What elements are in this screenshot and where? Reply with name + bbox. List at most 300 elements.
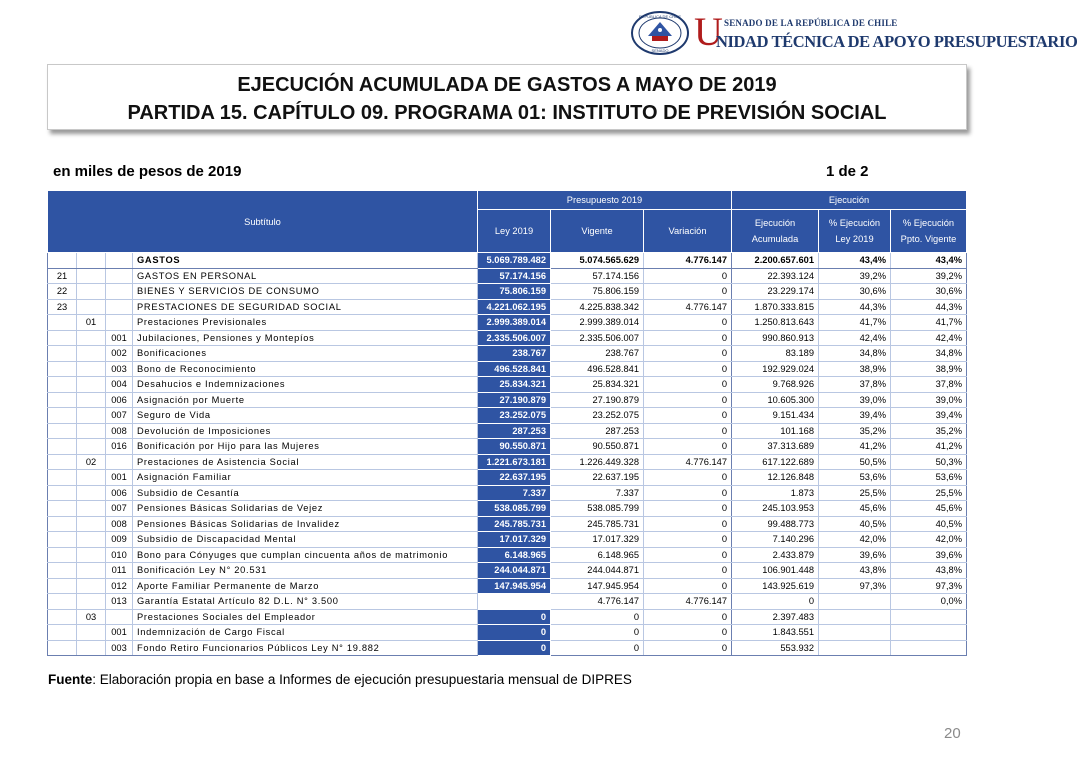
table-row <box>48 547 967 563</box>
asignacion-code: 010 <box>106 547 133 563</box>
item-code: 01 <box>77 315 106 331</box>
ejecucion-acumulada-cell: 23.229.174 <box>732 284 819 300</box>
ley-2019-cell: 538.085.799 <box>478 501 551 517</box>
pct-vigente-cell: 97,3% <box>891 578 967 594</box>
description-cell: Seguro de Vida <box>133 408 478 424</box>
table-row <box>48 578 967 594</box>
variacion-cell: 0 <box>644 501 732 517</box>
table-row <box>48 268 967 284</box>
vigente-cell: 6.148.965 <box>551 547 644 563</box>
table-row <box>48 594 967 610</box>
table-row <box>48 532 967 548</box>
ley-2019-cell: 7.337 <box>478 485 551 501</box>
pct-ley-cell: 39,0% <box>819 392 891 408</box>
asignacion-code <box>106 315 133 331</box>
pct-vigente-cell: 39,2% <box>891 268 967 284</box>
ejecucion-acumulada-cell: 143.925.619 <box>732 578 819 594</box>
item-code <box>77 377 106 393</box>
vigente-cell: 23.252.075 <box>551 408 644 424</box>
pct-vigente-cell: 34,8% <box>891 346 967 362</box>
source-note <box>48 672 632 687</box>
subtitulo-code <box>48 253 77 269</box>
table-row <box>48 408 967 424</box>
table-row <box>48 439 967 455</box>
ejecucion-acumulada-cell: 192.929.024 <box>732 361 819 377</box>
table-row <box>48 563 967 579</box>
description-cell: Pensiones Básicas Solidarias de Vejez <box>133 501 478 517</box>
ejecucion-acumulada-cell: 9.768.926 <box>732 377 819 393</box>
vigente-cell: 75.806.159 <box>551 284 644 300</box>
vigente-header: Vigente <box>551 210 644 253</box>
asignacion-code: 007 <box>106 408 133 424</box>
pct-ley-cell: 37,8% <box>819 377 891 393</box>
subtitulo-header: Subtítulo <box>48 191 478 253</box>
pct-vigente-cell: 35,2% <box>891 423 967 439</box>
pct-ley-cell: 30,6% <box>819 284 891 300</box>
asignacion-code: 013 <box>106 594 133 610</box>
item-code <box>77 547 106 563</box>
item-code <box>77 408 106 424</box>
senado-seal-logo <box>630 10 690 56</box>
description-cell: Bonificación Ley N° 20.531 <box>133 563 478 579</box>
ley-2019-cell: 6.148.965 <box>478 547 551 563</box>
asignacion-code: 007 <box>106 501 133 517</box>
item-code <box>77 640 106 656</box>
variacion-cell: 0 <box>644 547 732 563</box>
ley-2019-cell: 496.528.841 <box>478 361 551 377</box>
description-cell: Prestaciones de Asistencia Social <box>133 454 478 470</box>
ejecucion-acumulada-cell: 553.932 <box>732 640 819 656</box>
vigente-cell: 2.335.506.007 <box>551 330 644 346</box>
description-cell: Prestaciones Previsionales <box>133 315 478 331</box>
description-cell: Desahucios e Indemnizaciones <box>133 377 478 393</box>
variacion-cell: 0 <box>644 377 732 393</box>
svg-text:SENADO: SENADO <box>651 48 669 53</box>
ejecucion-acumulada-cell: 22.393.124 <box>732 268 819 284</box>
table-row <box>48 346 967 362</box>
description-cell: Bono de Reconocimiento <box>133 361 478 377</box>
subtitulo-code: 21 <box>48 268 77 284</box>
pct-vigente-cell: 39,6% <box>891 547 967 563</box>
vigente-cell: 22.637.195 <box>551 470 644 486</box>
pct-ley-cell: 40,5% <box>819 516 891 532</box>
description-cell: Jubilaciones, Pensiones y Montepíos <box>133 330 478 346</box>
table-row <box>48 392 967 408</box>
pct-vigente-cell: 39,0% <box>891 392 967 408</box>
table-row <box>48 253 967 269</box>
pct-ley-cell: 50,5% <box>819 454 891 470</box>
asignacion-code <box>106 253 133 269</box>
asignacion-code: 001 <box>106 330 133 346</box>
vigente-cell: 0 <box>551 625 644 641</box>
ley-2019-cell: 27.190.879 <box>478 392 551 408</box>
description-cell: Subsidio de Discapacidad Mental <box>133 532 478 548</box>
ley-2019-cell: 4.221.062.195 <box>478 299 551 315</box>
ejecucion-acumulada-cell: 106.901.448 <box>732 563 819 579</box>
ley-2019-cell: 5.069.789.482 <box>478 253 551 269</box>
pct-vigente-cell: 42,0% <box>891 532 967 548</box>
pct-ley-cell: 43,4% <box>819 253 891 269</box>
description-cell: Subsidio de Cesantía <box>133 485 478 501</box>
ley-2019-cell: 75.806.159 <box>478 284 551 300</box>
ley-2019-cell: 1.221.673.181 <box>478 454 551 470</box>
source-label: Fuente <box>48 672 93 687</box>
pct-vigente-cell: 25,5% <box>891 485 967 501</box>
ejecucion-acumulada-cell: 37.313.689 <box>732 439 819 455</box>
variacion-cell: 4.776.147 <box>644 594 732 610</box>
ejecucion-acumulada-cell: 1.843.551 <box>732 625 819 641</box>
item-code <box>77 284 106 300</box>
variacion-cell: 0 <box>644 361 732 377</box>
subtitulo-code <box>48 392 77 408</box>
pct-ley-cell: 42,0% <box>819 532 891 548</box>
variacion-cell: 0 <box>644 392 732 408</box>
title-box <box>47 64 967 130</box>
asignacion-code <box>106 299 133 315</box>
page-title: EJECUCIÓN ACUMULADA DE GASTOS A MAYO DE 2019 <box>237 74 777 96</box>
org-name-line1: SENADO DE LA REPÚBLICA DE CHILE <box>724 18 898 28</box>
subtitulo-code <box>48 423 77 439</box>
pct-vigente-cell: 43,8% <box>891 563 967 579</box>
ejecucion-acumulada-cell: 1.250.813.643 <box>732 315 819 331</box>
pct-vigente-cell: 44,3% <box>891 299 967 315</box>
pct-vigente-header-l1: % Ejecución <box>902 218 955 228</box>
item-code <box>77 361 106 377</box>
ejecucion-acumulada-cell: 101.168 <box>732 423 819 439</box>
table-row <box>48 454 967 470</box>
ley-2019-cell: 244.044.871 <box>478 563 551 579</box>
asignacion-code: 003 <box>106 361 133 377</box>
item-code <box>77 578 106 594</box>
vigente-cell: 4.776.147 <box>551 594 644 610</box>
ejecucion-acumulada-cell: 1.870.333.815 <box>732 299 819 315</box>
table-row <box>48 284 967 300</box>
asignacion-code: 016 <box>106 439 133 455</box>
ejecucion-acumulada-cell: 0 <box>732 594 819 610</box>
pct-ley-cell: 42,4% <box>819 330 891 346</box>
table-row <box>48 423 967 439</box>
ley-2019-cell: 17.017.329 <box>478 532 551 548</box>
pct-vigente-cell <box>891 609 967 625</box>
ley-2019-cell: 0 <box>478 609 551 625</box>
table-row <box>48 361 967 377</box>
table-row <box>48 470 967 486</box>
ejecucion-acumulada-cell: 990.860.913 <box>732 330 819 346</box>
pct-vigente-header-l2: Ppto. Vigente <box>900 234 957 244</box>
ley-header: Ley 2019 <box>478 210 551 253</box>
ejecucion-acumulada-header-l2: Acumulada <box>751 234 799 244</box>
vigente-cell: 287.253 <box>551 423 644 439</box>
pct-vigente-cell: 39,4% <box>891 408 967 424</box>
item-code <box>77 516 106 532</box>
item-code <box>77 253 106 269</box>
pct-ley-cell: 97,3% <box>819 578 891 594</box>
pct-ley-header-l1: % Ejecución <box>828 218 881 228</box>
vigente-cell: 496.528.841 <box>551 361 644 377</box>
description-cell: Bono para Cónyuges que cumplan cincuenta años de matrimonio <box>133 547 478 563</box>
ley-2019-cell <box>478 594 551 610</box>
asignacion-code: 012 <box>106 578 133 594</box>
table-row <box>48 609 967 625</box>
ejecucion-header: Ejecución <box>732 191 967 210</box>
pct-ley-cell: 35,2% <box>819 423 891 439</box>
subtitulo-code <box>48 501 77 517</box>
pct-ley-cell: 41,7% <box>819 315 891 331</box>
table-row <box>48 501 967 517</box>
vigente-cell: 7.337 <box>551 485 644 501</box>
item-code <box>77 299 106 315</box>
vigente-cell: 244.044.871 <box>551 563 644 579</box>
ley-2019-cell: 90.550.871 <box>478 439 551 455</box>
pct-ley-cell: 43,8% <box>819 563 891 579</box>
vigente-cell: 0 <box>551 640 644 656</box>
units-label: en miles de pesos de 2019 <box>53 163 242 180</box>
pct-ley-cell: 34,8% <box>819 346 891 362</box>
subtitulo-code <box>48 470 77 486</box>
ejecucion-acumulada-header-l1: Ejecución <box>754 218 796 228</box>
vigente-cell: 238.767 <box>551 346 644 362</box>
variacion-cell: 0 <box>644 268 732 284</box>
description-cell: BIENES Y SERVICIOS DE CONSUMO <box>133 284 478 300</box>
pct-ley-cell: 38,9% <box>819 361 891 377</box>
ejecucion-acumulada-cell: 617.122.689 <box>732 454 819 470</box>
ley-2019-cell: 23.252.075 <box>478 408 551 424</box>
ejecucion-acumulada-cell: 2.200.657.601 <box>732 253 819 269</box>
pct-vigente-cell: 40,5% <box>891 516 967 532</box>
variacion-cell: 0 <box>644 625 732 641</box>
vigente-cell: 538.085.799 <box>551 501 644 517</box>
ejecucion-acumulada-cell: 83.189 <box>732 346 819 362</box>
item-code <box>77 532 106 548</box>
vigente-cell: 90.550.871 <box>551 439 644 455</box>
ley-2019-cell: 22.637.195 <box>478 470 551 486</box>
subtitulo-code: 23 <box>48 299 77 315</box>
pct-vigente-cell: 38,9% <box>891 361 967 377</box>
budget-table <box>47 190 967 656</box>
ley-2019-cell: 0 <box>478 640 551 656</box>
variacion-cell: 0 <box>644 315 732 331</box>
description-cell: Bonificación por Hijo para las Mujeres <box>133 439 478 455</box>
asignacion-code: 002 <box>106 346 133 362</box>
subtitulo-code: 22 <box>48 284 77 300</box>
subtitulo-code <box>48 516 77 532</box>
subtitulo-code <box>48 640 77 656</box>
org-name-line2: NIDAD TÉCNICA DE APOYO PRESUPUESTARIO <box>716 32 1077 51</box>
vigente-cell: 147.945.954 <box>551 578 644 594</box>
vigente-cell: 1.226.449.328 <box>551 454 644 470</box>
svg-text:REPÚBLICA DE CHILE: REPÚBLICA DE CHILE <box>638 14 682 19</box>
item-code <box>77 625 106 641</box>
item-code: 02 <box>77 454 106 470</box>
pct-ley-cell <box>819 625 891 641</box>
asignacion-code: 008 <box>106 423 133 439</box>
subtitulo-code <box>48 454 77 470</box>
ejecucion-acumulada-cell: 9.151.434 <box>732 408 819 424</box>
ejecucion-acumulada-cell: 2.397.483 <box>732 609 819 625</box>
variacion-header: Variación <box>644 210 732 253</box>
pct-ley-header <box>819 210 891 253</box>
table-row <box>48 516 967 532</box>
pct-vigente-cell: 30,6% <box>891 284 967 300</box>
ley-2019-cell: 2.999.389.014 <box>478 315 551 331</box>
item-code: 03 <box>77 609 106 625</box>
subtitulo-code <box>48 578 77 594</box>
description-cell: Devolución de Imposiciones <box>133 423 478 439</box>
subtitulo-code <box>48 330 77 346</box>
description-cell: Aporte Familiar Permanente de Marzo <box>133 578 478 594</box>
pct-ley-cell <box>819 594 891 610</box>
ley-2019-cell: 25.834.321 <box>478 377 551 393</box>
ejecucion-acumulada-cell: 1.873 <box>732 485 819 501</box>
pct-ley-cell: 39,4% <box>819 408 891 424</box>
vigente-cell: 27.190.879 <box>551 392 644 408</box>
vigente-cell: 17.017.329 <box>551 532 644 548</box>
ley-2019-cell: 287.253 <box>478 423 551 439</box>
subtitulo-code <box>48 408 77 424</box>
item-code <box>77 346 106 362</box>
vigente-cell: 57.174.156 <box>551 268 644 284</box>
item-code <box>77 563 106 579</box>
variacion-cell: 0 <box>644 563 732 579</box>
subtitulo-code <box>48 361 77 377</box>
table-row <box>48 315 967 331</box>
variacion-cell: 0 <box>644 578 732 594</box>
variacion-cell: 0 <box>644 609 732 625</box>
subtitulo-code <box>48 547 77 563</box>
pct-vigente-cell: 41,7% <box>891 315 967 331</box>
subtitulo-code <box>48 439 77 455</box>
table-row <box>48 640 967 656</box>
subtitulo-code <box>48 625 77 641</box>
asignacion-code: 006 <box>106 485 133 501</box>
asignacion-code: 008 <box>106 516 133 532</box>
variacion-cell: 0 <box>644 330 732 346</box>
description-cell: Pensiones Básicas Solidarias de Invalidez <box>133 516 478 532</box>
subtitulo-code <box>48 315 77 331</box>
asignacion-code: 001 <box>106 625 133 641</box>
subtitulo-code <box>48 485 77 501</box>
variacion-cell: 4.776.147 <box>644 454 732 470</box>
ejecucion-acumulada-cell: 7.140.296 <box>732 532 819 548</box>
item-code <box>77 423 106 439</box>
pct-ley-cell <box>819 609 891 625</box>
pct-ley-header-l2: Ley 2019 <box>835 234 874 244</box>
variacion-cell: 0 <box>644 485 732 501</box>
item-code <box>77 485 106 501</box>
vigente-cell: 0 <box>551 609 644 625</box>
description-cell: Prestaciones Sociales del Empleador <box>133 609 478 625</box>
vigente-cell: 2.999.389.014 <box>551 315 644 331</box>
item-code <box>77 439 106 455</box>
description-cell: Garantía Estatal Artículo 82 D.L. N° 3.500 <box>133 594 478 610</box>
variacion-cell: 0 <box>644 640 732 656</box>
variacion-cell: 0 <box>644 284 732 300</box>
asignacion-code <box>106 609 133 625</box>
pct-ley-cell: 25,5% <box>819 485 891 501</box>
ley-2019-cell: 245.785.731 <box>478 516 551 532</box>
vigente-cell: 5.074.565.629 <box>551 253 644 269</box>
variacion-cell: 0 <box>644 516 732 532</box>
ejecucion-acumulada-cell: 99.488.773 <box>732 516 819 532</box>
item-code <box>77 392 106 408</box>
pct-vigente-cell: 43,4% <box>891 253 967 269</box>
ejecucion-acumulada-cell: 2.433.879 <box>732 547 819 563</box>
ley-2019-cell: 238.767 <box>478 346 551 362</box>
variacion-cell: 0 <box>644 470 732 486</box>
page-of-label: 1 de 2 <box>826 163 869 180</box>
pct-ley-cell <box>819 640 891 656</box>
pct-ley-cell: 39,6% <box>819 547 891 563</box>
subtitulo-code <box>48 563 77 579</box>
pct-vigente-cell: 37,8% <box>891 377 967 393</box>
page-subtitle: PARTIDA 15. CAPÍTULO 09. PROGRAMA 01: INSTITUTO DE PREVISIÓN SOCIAL <box>127 102 887 124</box>
subtitulo-code <box>48 346 77 362</box>
pct-vigente-cell: 0,0% <box>891 594 967 610</box>
pct-ley-cell: 53,6% <box>819 470 891 486</box>
pct-vigente-cell: 53,6% <box>891 470 967 486</box>
pct-vigente-cell <box>891 625 967 641</box>
pct-vigente-cell: 50,3% <box>891 454 967 470</box>
description-cell: Bonificaciones <box>133 346 478 362</box>
description-cell: GASTOS <box>133 253 478 269</box>
pct-vigente-cell: 41,2% <box>891 439 967 455</box>
subtitulo-code <box>48 609 77 625</box>
table-row <box>48 299 967 315</box>
pct-vigente-cell <box>891 640 967 656</box>
variacion-cell: 0 <box>644 408 732 424</box>
pct-ley-cell: 39,2% <box>819 268 891 284</box>
pct-vigente-header <box>891 210 967 253</box>
org-logo-letter: U <box>694 9 723 54</box>
pct-vigente-cell: 42,4% <box>891 330 967 346</box>
vigente-cell: 245.785.731 <box>551 516 644 532</box>
source-text: : Elaboración propia en base a Informes de ejecución presupuestaria mensual de DIPRES <box>92 672 632 687</box>
variacion-cell: 4.776.147 <box>644 299 732 315</box>
variacion-cell: 0 <box>644 532 732 548</box>
ejecucion-acumulada-cell: 245.103.953 <box>732 501 819 517</box>
description-cell: Asignación por Muerte <box>133 392 478 408</box>
pct-ley-cell: 45,6% <box>819 501 891 517</box>
asignacion-code: 011 <box>106 563 133 579</box>
variacion-cell: 0 <box>644 439 732 455</box>
description-cell: Asignación Familiar <box>133 470 478 486</box>
table-row <box>48 330 967 346</box>
table-row <box>48 377 967 393</box>
description-cell: PRESTACIONES DE SEGURIDAD SOCIAL <box>133 299 478 315</box>
description-cell: Fondo Retiro Funcionarios Públicos Ley N° 19.882 <box>133 640 478 656</box>
description-cell: Indemnización de Cargo Fiscal <box>133 625 478 641</box>
ejecucion-acumulada-header <box>732 210 819 253</box>
subtitulo-code <box>48 594 77 610</box>
item-code <box>77 330 106 346</box>
ley-2019-cell: 2.335.506.007 <box>478 330 551 346</box>
item-code <box>77 470 106 486</box>
subtitulo-code <box>48 377 77 393</box>
subtitulo-code <box>48 532 77 548</box>
pct-ley-cell: 41,2% <box>819 439 891 455</box>
asignacion-code: 009 <box>106 532 133 548</box>
vigente-cell: 4.225.838.342 <box>551 299 644 315</box>
asignacion-code <box>106 284 133 300</box>
description-cell: GASTOS EN PERSONAL <box>133 268 478 284</box>
asignacion-code: 006 <box>106 392 133 408</box>
item-code <box>77 268 106 284</box>
asignacion-code: 001 <box>106 470 133 486</box>
variacion-cell: 0 <box>644 423 732 439</box>
ley-2019-cell: 0 <box>478 625 551 641</box>
asignacion-code <box>106 454 133 470</box>
table-row <box>48 485 967 501</box>
